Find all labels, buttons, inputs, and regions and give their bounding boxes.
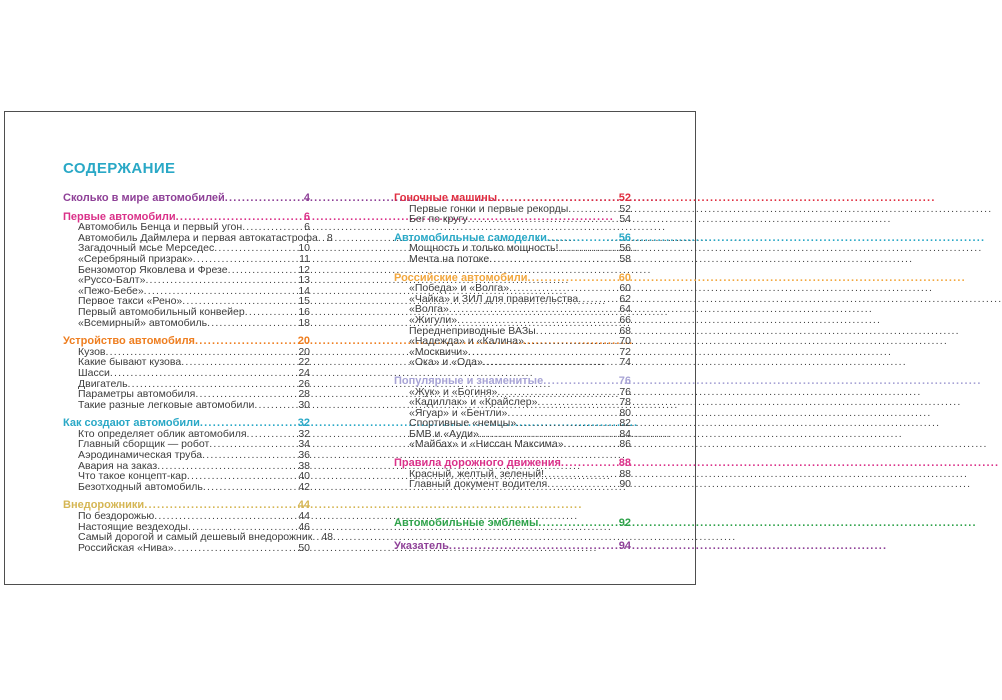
toc-entry-page-number: 11 bbox=[299, 252, 310, 265]
toc-entry-label: «Надежда» и «Калина» bbox=[409, 335, 524, 348]
toc-entry-page-number: 90 bbox=[619, 478, 631, 491]
toc-entry-label: «Пежо-Бебе» bbox=[78, 284, 144, 297]
toc-entry bbox=[63, 543, 310, 554]
toc-entry-page-number: 42 bbox=[298, 480, 310, 493]
dot-leader bbox=[564, 439, 618, 450]
toc-column-left bbox=[63, 192, 333, 554]
toc-entry-label: Аэродинамическая труба bbox=[78, 449, 203, 462]
toc-entry-page-number: 22 bbox=[298, 356, 310, 369]
toc-entry-label: «Руссо-Балт» bbox=[78, 274, 146, 287]
toc-entry-page-number: 34 bbox=[298, 438, 310, 451]
toc-section-page-number: 32 bbox=[297, 417, 310, 430]
toc-section-page-number: 60 bbox=[618, 271, 631, 284]
toc-entry-label: Спортивные «немцы» bbox=[409, 417, 517, 430]
toc-entry-page-number: 66 bbox=[619, 313, 631, 326]
toc-section bbox=[394, 233, 631, 265]
toc-entry-label: Настоящие вездеходы bbox=[78, 520, 188, 533]
toc-entry-page-number: 26 bbox=[298, 377, 310, 390]
dot-leader bbox=[254, 400, 296, 411]
toc-entry-label: Мечта на потоке bbox=[409, 252, 490, 265]
toc-entry-page-number: 38 bbox=[298, 459, 310, 472]
dot-leader bbox=[110, 368, 296, 379]
toc-entry-label: «Ягуар» и «Бентли» bbox=[409, 406, 508, 419]
dot-leader bbox=[207, 318, 296, 329]
toc-entry-page-number: 78 bbox=[619, 396, 631, 409]
dot-leader bbox=[203, 482, 296, 493]
toc-entry-page-number: 70 bbox=[619, 335, 631, 348]
toc-entry-label: Авария на заказ bbox=[78, 459, 158, 472]
dot-leader bbox=[225, 193, 302, 204]
toc-entry-page-number: 72 bbox=[619, 345, 631, 358]
toc-section-title: Популярные и знаменитые bbox=[394, 374, 544, 387]
toc-section bbox=[63, 499, 333, 554]
toc-entry-page-number: 68 bbox=[619, 324, 631, 337]
toc-section-heading bbox=[63, 193, 310, 204]
toc-section-title: Гоночные машины bbox=[394, 192, 498, 204]
toc-column-right bbox=[394, 193, 631, 552]
toc-entry-page-number: 58 bbox=[619, 252, 631, 265]
toc-entry-label: Кто определяет облик автомобиля bbox=[78, 427, 247, 440]
toc-entry-label: Автомобиль Даймлера и первая автокатастрофа bbox=[78, 231, 318, 244]
toc-entry-label: «Москвичи» bbox=[409, 345, 469, 358]
toc-section-title: Внедорожники bbox=[63, 499, 145, 512]
toc-section-heading bbox=[394, 193, 631, 204]
toc-section-title: Указатель bbox=[394, 540, 449, 553]
toc-section bbox=[63, 418, 310, 492]
toc-entry-label: Кузов bbox=[78, 345, 106, 358]
dot-leader bbox=[547, 479, 617, 490]
toc-entry-label: Первое такси «Рено» bbox=[78, 295, 183, 308]
toc-section-heading bbox=[394, 376, 631, 387]
toc-section-title: Автомобильные эмблемы bbox=[394, 516, 539, 529]
toc-section bbox=[394, 193, 631, 225]
toc-entry-page-number: 10 bbox=[298, 242, 310, 255]
toc-section-title: Автомобильные самоделки bbox=[394, 231, 547, 244]
toc-entry-page-number: 13 bbox=[298, 274, 310, 287]
toc-entry-page-number: 84 bbox=[619, 427, 631, 440]
toc-section-page-number: 6 bbox=[303, 210, 310, 223]
toc-entry-page-number: 40 bbox=[298, 470, 310, 483]
toc-section-page-number: 56 bbox=[618, 231, 631, 244]
dot-leader bbox=[193, 254, 297, 265]
toc-entry bbox=[63, 368, 310, 379]
toc-section bbox=[394, 273, 631, 368]
toc-entry-page-number: 18 bbox=[298, 316, 310, 329]
toc-section-title: Правила дорожного движения bbox=[394, 457, 561, 470]
toc-entry-page-number: 6 bbox=[304, 221, 310, 234]
toc-entry-label: «Волга» bbox=[409, 303, 449, 316]
toc-entry-label: Загадочный мсье Мерседес bbox=[78, 242, 215, 255]
toc-entry-label: Красный, желтый, зеленый! bbox=[409, 467, 545, 480]
toc-entry bbox=[63, 307, 310, 318]
toc-entry-label: Бензомотор Яковлева и Фрезе bbox=[78, 263, 228, 276]
toc-entry-label: «Кадиллак» и «Крайслер» bbox=[409, 396, 538, 409]
toc-section-title: Российские автомобили bbox=[394, 271, 528, 284]
toc-section bbox=[63, 336, 310, 410]
toc-entry-page-number: 82 bbox=[619, 417, 631, 430]
toc-section-title: Устройство автомобиля bbox=[63, 335, 195, 348]
toc-entry-label: Первые гонки и первые рекорды bbox=[409, 202, 569, 215]
toc-section bbox=[394, 376, 631, 450]
toc-entry-label: Какие бывают кузова bbox=[78, 356, 182, 369]
toc-entry-label: Российская «Нива» bbox=[78, 541, 174, 554]
dot-leader bbox=[174, 543, 297, 554]
page-title: СОДЕРЖАНИЕ bbox=[63, 160, 176, 177]
toc-section-title: Первые автомобили bbox=[63, 210, 176, 223]
toc-entry-page-number: 48 bbox=[321, 531, 333, 544]
toc-section-page-number: 52 bbox=[618, 192, 631, 204]
toc-section-page-number: 4 bbox=[303, 192, 310, 204]
dot-leader bbox=[538, 518, 616, 529]
toc-entry-label: Такие разные легковые автомобили bbox=[78, 398, 255, 411]
dot-leader bbox=[497, 193, 617, 204]
toc-entry bbox=[394, 439, 631, 450]
toc-entry-page-number: 12 bbox=[298, 263, 310, 276]
toc-entry-page-number: 86 bbox=[619, 438, 631, 451]
toc-entry-page-number: 36 bbox=[298, 449, 310, 462]
toc-entry-label: Главный сборщик — робот bbox=[78, 438, 210, 451]
toc-entry-page-number: 74 bbox=[619, 356, 631, 369]
toc-section-page-number: 88 bbox=[618, 457, 631, 470]
toc-section-title: Сколько в мире автомобилей bbox=[63, 192, 225, 204]
toc-entry bbox=[63, 482, 310, 493]
dot-leader bbox=[468, 214, 618, 225]
toc-section bbox=[394, 541, 631, 552]
toc-entry-page-number: 44 bbox=[298, 510, 310, 523]
toc-entry-page-number: 88 bbox=[619, 467, 631, 480]
toc-entry-label: «Серебряный призрак» bbox=[78, 252, 193, 265]
toc-entry bbox=[394, 357, 631, 368]
toc-section-title: Как создают автомобили bbox=[63, 417, 200, 430]
toc-entry-label: Первый автомобильный конвейер bbox=[78, 305, 245, 318]
toc-entry bbox=[63, 254, 310, 265]
toc-entry-label: Параметры автомобиля bbox=[78, 388, 196, 401]
toc-section-page-number: 94 bbox=[618, 540, 631, 553]
toc-entry-page-number: 15 bbox=[298, 295, 310, 308]
toc-section-page-number: 92 bbox=[618, 516, 631, 529]
toc-entry-label: Самый дорогой и самый дешевый внедорожник bbox=[78, 531, 313, 544]
toc-section-page-number: 44 bbox=[297, 499, 310, 512]
toc-entry-page-number: 64 bbox=[619, 303, 631, 316]
toc-entry-label: Мощность и только мощность! bbox=[409, 242, 559, 255]
toc-entry-label: Безотходный автомобиль bbox=[78, 480, 203, 493]
toc-entry-label: «Жигули» bbox=[409, 313, 458, 326]
toc-entry-page-number: 50 bbox=[298, 541, 310, 554]
toc-entry-page-number: 24 bbox=[298, 366, 310, 379]
toc-section-heading bbox=[394, 541, 631, 552]
toc-entry-label: «Чайка» и ЗИЛ для правительства bbox=[409, 292, 579, 305]
toc-entry bbox=[394, 214, 631, 225]
toc-entry-label: Переднеприводные ВАЗы bbox=[409, 324, 536, 337]
toc-entry-page-number: 60 bbox=[619, 282, 631, 295]
toc-entry-page-number: 56 bbox=[619, 242, 631, 255]
toc-entry bbox=[63, 318, 310, 329]
toc-entry-page-number: 76 bbox=[619, 385, 631, 398]
toc-entry-page-number: 14 bbox=[298, 284, 310, 297]
toc-section-heading bbox=[394, 518, 631, 529]
dot-leader bbox=[449, 541, 617, 552]
toc-entry-page-number: 46 bbox=[298, 520, 310, 533]
toc-entry-page-number: 54 bbox=[619, 213, 631, 226]
dot-leader bbox=[489, 254, 617, 265]
toc-entry-label: Автомобиль Бенца и первый угон bbox=[78, 221, 243, 234]
toc-entry-page-number: 30 bbox=[298, 398, 310, 411]
toc-section-page-number: 76 bbox=[618, 374, 631, 387]
toc-section-page-number: 20 bbox=[297, 335, 310, 348]
toc-section bbox=[63, 210, 333, 329]
toc-entry-label: Главный документ водителя bbox=[409, 478, 548, 491]
toc-entry bbox=[394, 315, 631, 326]
toc-entry bbox=[394, 254, 631, 265]
toc-entry-page-number: 16 bbox=[298, 305, 310, 318]
toc-entry-page-number: 20 bbox=[298, 345, 310, 358]
toc-entry-label: Бег по кругу bbox=[409, 213, 468, 226]
toc-entry-page-number: 28 bbox=[298, 388, 310, 401]
toc-entry-page-number: 32 bbox=[298, 427, 310, 440]
toc-entry-page-number: 80 bbox=[619, 406, 631, 419]
toc-entry bbox=[394, 479, 631, 490]
toc-entry-page-number: 8 bbox=[326, 231, 333, 244]
toc-entry-page-number: 52 bbox=[619, 202, 631, 215]
toc-entry-label: «Победа» и «Волга» bbox=[409, 282, 510, 295]
toc-entry bbox=[63, 400, 310, 411]
toc-entry-label: Шасси bbox=[78, 366, 110, 379]
page-frame bbox=[4, 111, 696, 585]
toc-entry-label: БМВ и «Ауди» bbox=[409, 427, 479, 440]
dot-leader bbox=[483, 357, 618, 368]
toc-entry-label: «Всемирный» автомобиль bbox=[78, 316, 208, 329]
dot-leader bbox=[245, 307, 297, 318]
toc-entry-label: «Майбах» и «Ниссан Максима» bbox=[409, 438, 564, 451]
toc-section bbox=[394, 458, 631, 490]
toc-entry-label: «Жук» и «Богиня» bbox=[409, 385, 498, 398]
toc-section bbox=[394, 518, 631, 529]
toc-entry-page-number: 62 bbox=[619, 292, 631, 305]
toc-entry-label: Двигатель bbox=[78, 377, 128, 390]
dot-leader bbox=[543, 376, 617, 387]
toc-section bbox=[63, 193, 310, 204]
toc-entry-label: «Ока» и «Ода» bbox=[409, 356, 483, 369]
toc-entry-label: Что такое концепт-кар bbox=[78, 470, 187, 483]
toc-entry-label: По бездорожью bbox=[78, 510, 155, 523]
dot-leader bbox=[457, 315, 617, 326]
